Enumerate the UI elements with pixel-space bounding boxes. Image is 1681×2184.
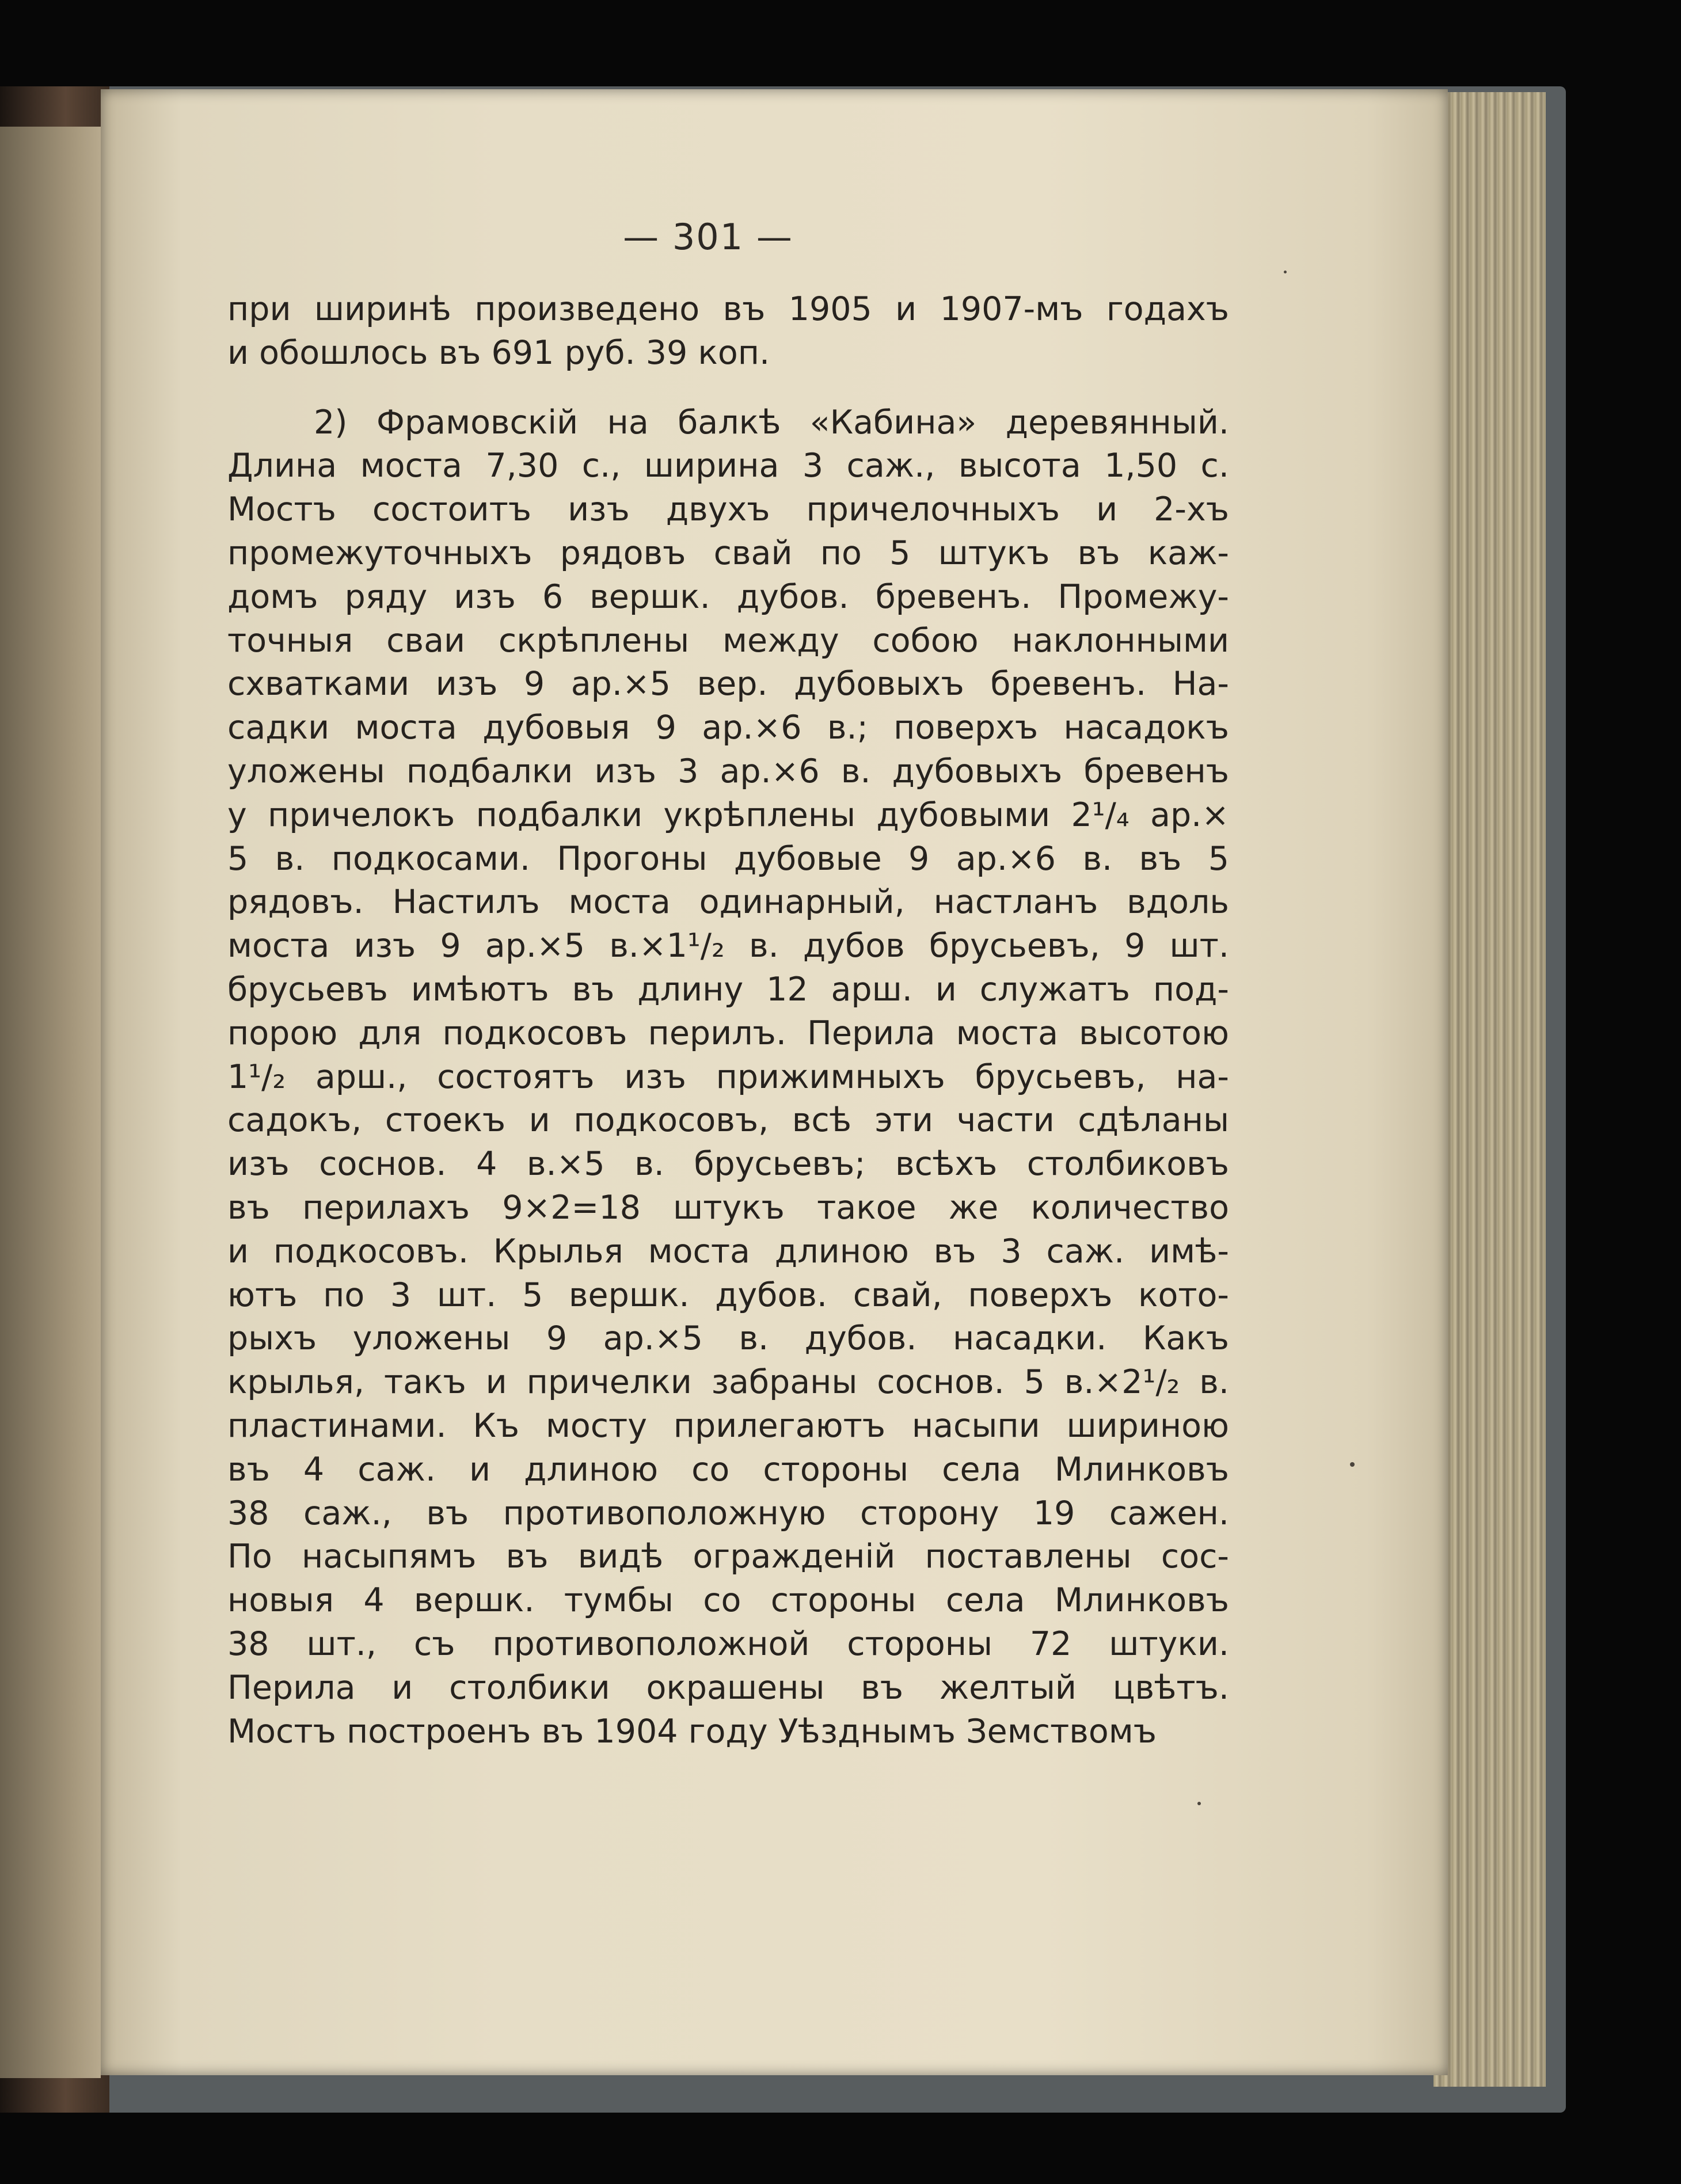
text-line: Мостъ состоитъ изъ двухъ причелочныхъ и 2-хъ [227,490,1229,529]
text-line: при ширинѣ произведено въ 1905 и 1907-мъ годахъ [227,290,1229,328]
text-line: рыхъ уложены 9 ар.×5 в. дубов. насадки. Какъ [227,1319,1229,1358]
text-line: Длина моста 7,30 с., ширина 3 саж., высота 1,50 с. [227,447,1229,485]
text-line: садокъ, стоекъ и подкосовъ, всѣ эти части сдѣланы [227,1101,1229,1140]
text-line: По насыпямъ въ видѣ огражденій поставлены сос- [227,1538,1229,1576]
text-line: рядовъ. Настилъ моста одинарный, настланъ вдоль [227,883,1229,922]
text-line: схватками изъ 9 ар.×5 вер. дубовыхъ бревенъ. На- [227,665,1229,703]
text-line: 5 в. подкосами. Прогоны дубовые 9 ар.×6 в. въ 5 [227,839,1229,878]
text-line: Мостъ построенъ въ 1904 году Уѣзднымъ Земствомъ [227,1712,1157,1751]
text-line: порою для подкосовъ перилъ. Перила моста высотою [227,1014,1229,1052]
text-line: ютъ по 3 шт. 5 вершк. дубов. свай, поверхъ кото- [227,1276,1229,1314]
text-line: точныя сваи скрѣплены между собою наклонными [227,621,1229,660]
text-line: 1¹/₂ арш., состоятъ изъ прижимныхъ брусьевъ, на- [227,1057,1229,1096]
paper-speck [1197,1802,1201,1805]
text-line: и обошлось въ 691 руб. 39 коп. [227,333,770,372]
text-line: Перила и столбики окрашены въ желтый цвѣтъ. [227,1668,1229,1707]
text-line: 38 шт., съ противоположной стороны 72 штуки. [227,1624,1229,1663]
text-line: моста изъ 9 ар.×5 в.×1¹/₂ в. дубов брусьевъ, 9 шт. [227,927,1229,965]
text-line: новыя 4 вершк. тумбы со стороны села Млинковъ [227,1581,1229,1620]
text-line: уложены подбалки изъ 3 ар.×6 в. дубовыхъ бревенъ [227,752,1229,790]
paper-speck [1350,1462,1355,1467]
text-line: промежуточныхъ рядовъ свай по 5 штукъ въ каж- [227,534,1229,572]
text-line: изъ соснов. 4 в.×5 в. брусьевъ; всѣхъ столбиковъ [227,1145,1229,1184]
text-line: и подкосовъ. Крылья моста длиною въ 3 саж. имѣ- [227,1232,1229,1270]
page-stack-edges [1433,92,1546,2087]
text-line: садки моста дубовыя 9 ар.×6 в.; поверхъ насадокъ [227,709,1229,747]
page-body-text [227,288,1229,1753]
left-page-edge [0,127,101,2078]
page-number: — 301 — [623,216,793,258]
paragraph-gap [227,375,1229,401]
text-line: въ перилахъ 9×2=18 штукъ такое же количество [227,1188,1229,1227]
text-line: 2) Фрамовскій на балкѣ «Кабина» деревянный. [314,403,1229,442]
text-line: пластинами. Къ мосту прилегаютъ насыпи шириною [227,1406,1229,1445]
text-line: у причелокъ подбалки укрѣплены дубовыми 2¹/₄ ар.× [227,796,1229,834]
text-line: брусьевъ имѣютъ въ длину 12 арш. и служатъ под- [227,970,1229,1009]
text-line: крылья, такъ и причелки забраны соснов. 5 в.×2¹/₂ в. [227,1363,1229,1402]
text-line: въ 4 саж. и длиною со стороны села Млинковъ [227,1450,1229,1489]
text-line: домъ ряду изъ 6 вершк. дубов. бревенъ. Промежу- [227,577,1229,616]
paper-speck [1284,271,1287,273]
text-line: 38 саж., въ противоположную сторону 19 сажен. [227,1494,1229,1532]
